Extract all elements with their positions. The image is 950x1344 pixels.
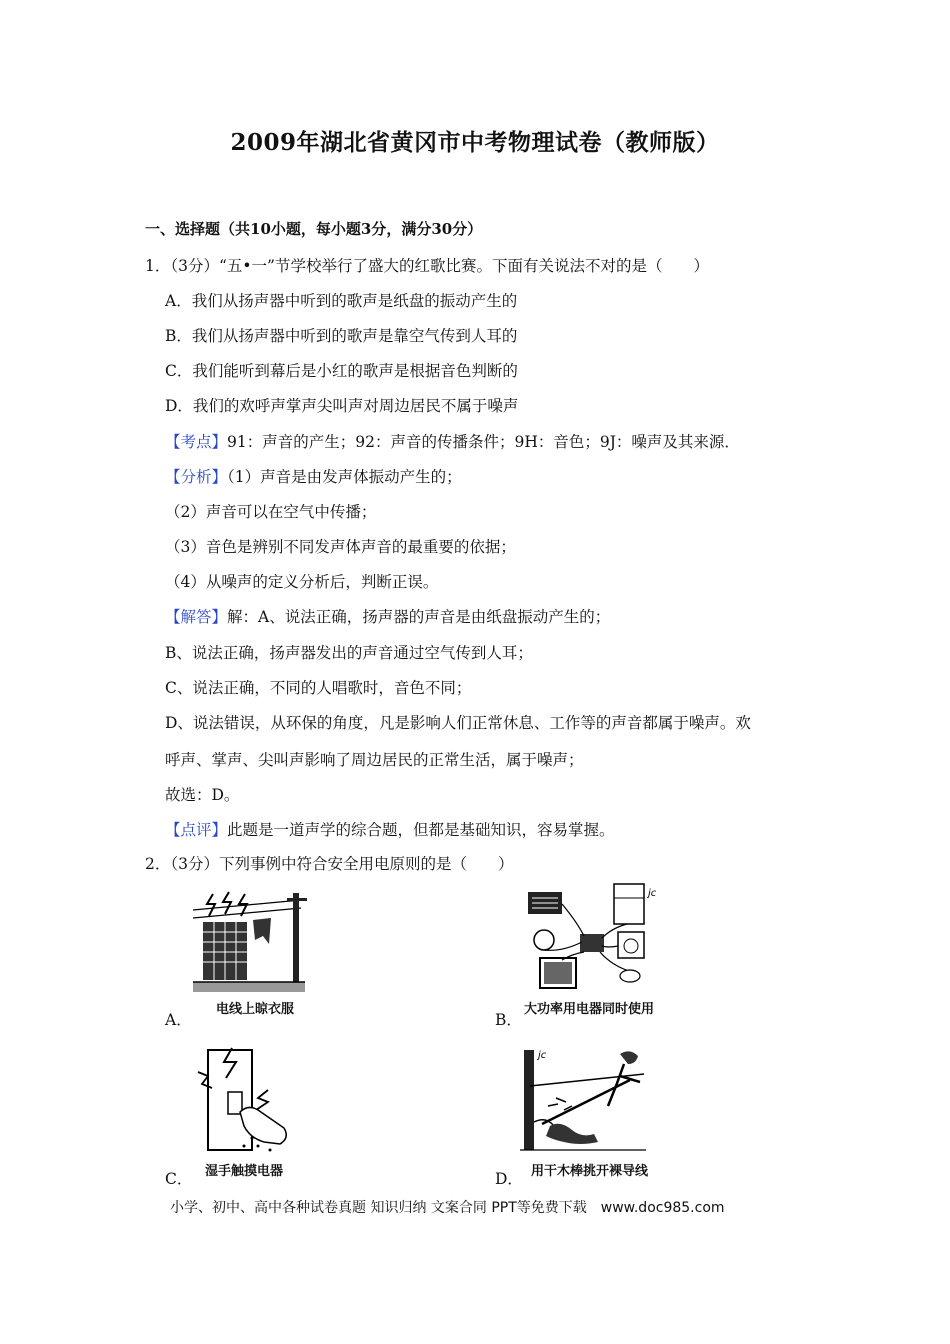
q2-option-c-letter: C． [165, 1170, 193, 1188]
kettle [620, 970, 640, 982]
q1-option-b: B．我们从扬声器中听到的歌声是靠空气传到人耳的 [165, 327, 518, 345]
pole [293, 893, 299, 988]
dianping-tag: 【点评】 [165, 821, 228, 839]
q2-option-b-caption: 大功率用电器同时使用 [524, 1002, 655, 1017]
q1-fenxi [165, 465, 462, 487]
wire [193, 908, 301, 918]
switch-button [228, 1092, 242, 1114]
question-1-stem: 1．（3分）“五•一”节学校举行了盛大的红歌比赛。下面有关说法不对的是（ ） [145, 257, 709, 275]
figure-d-dry-stick-wire [520, 1046, 648, 1158]
figure-d-mark: jc [538, 1050, 547, 1061]
fenxi-line-3: （3）音色是辨别不同发声体声音的最重要的依据； [165, 538, 516, 556]
page-title: 2009年湖北省黄冈市中考物理试卷（教师版） [230, 129, 720, 156]
q2-option-a-caption: 电线上晾衣服 [216, 1002, 295, 1017]
refrigerator [614, 884, 644, 924]
kaodian-tag: 【考点】 [165, 433, 228, 451]
q2-option-b-letter: B． [495, 1011, 522, 1029]
figure-c-wet-hand-switch [194, 1046, 304, 1158]
jieda-line-c: C、说法正确，不同的人唱歌时，音色不同； [165, 679, 472, 697]
figure-b-mark: jc [648, 888, 657, 899]
jieda-answer: 故选：D。 [165, 786, 240, 804]
tv-screen [544, 962, 572, 984]
rescuer-head [620, 1051, 638, 1064]
overhead-wire [530, 1074, 644, 1086]
q1-jieda [165, 605, 610, 627]
q2-option-d-letter: D． [495, 1170, 523, 1188]
page-footer: 小学、初中、高中各种试卷真题 知识归纳 文案合同 PPT等免费下载 www.doc985.com [170, 1200, 725, 1216]
power-strip [580, 934, 604, 952]
hanging-shirt [253, 918, 271, 944]
spark-mark [223, 892, 231, 914]
jieda-text: 解：A、说法正确，扬声器的声音是由纸盘振动产生的； [227, 608, 611, 626]
pole-crossarm [287, 898, 307, 901]
fenxi-tag: 【分析】 [165, 468, 228, 486]
electric-fan [534, 930, 554, 950]
q1-dianping [165, 818, 615, 840]
fenxi-text: （1）声音是由发声体振动产生的； [227, 468, 462, 486]
q2-option-c-caption: 湿手触摸电器 [205, 1164, 284, 1179]
wooden-stick [542, 1080, 630, 1124]
section-heading: 一、选择题（共10小题，每小题3分，满分30分） [145, 220, 483, 238]
q2-option-a-letter: A． [165, 1011, 192, 1029]
jieda-line-b: B、说法正确，扬声器发出的声音通过空气传到人耳； [165, 644, 533, 662]
pole [524, 1050, 534, 1150]
spark-mark [207, 894, 215, 916]
kaodian-text: 91：声音的产生；92：声音的传播条件；9H：音色；9J：噪声及其来源． [227, 433, 740, 451]
rescuer-body [608, 1064, 640, 1106]
figure-b-overloaded-socket [522, 882, 662, 998]
q1-kaodian [165, 430, 740, 452]
victim-on-ground [546, 1124, 598, 1144]
q2-option-d-caption: 用干木棒挑开裸导线 [531, 1164, 649, 1179]
fenxi-line-2: （2）声音可以在空气中传播； [165, 503, 377, 521]
dianping-text: 此题是一道声学的综合题，但都是基础知识，容易掌握。 [227, 821, 615, 839]
figure-a-clothes-on-wire [193, 888, 323, 998]
jieda-tag: 【解答】 [165, 608, 228, 626]
q1-option-a: A．我们从扬声器中听到的歌声是纸盘的振动产生的 [165, 292, 518, 310]
fenxi-line-4: （4）从噪声的定义分析后，判断正误。 [165, 573, 439, 591]
washing-machine-door [624, 939, 638, 953]
spark-mark [256, 1090, 268, 1110]
jieda-line-d: D、说法错误，从环保的角度，凡是影响人们正常休息、工作等的声音都属于噪声。欢 [165, 714, 751, 732]
q1-option-d: D．我们的欢呼声掌声尖叫声对周边居民不属于噪声 [165, 397, 519, 415]
ground [193, 982, 305, 992]
jieda-line-d-cont: 呼声、掌声、尖叫声影响了周边居民的正常生活，属于噪声； [165, 751, 584, 769]
q1-option-c: C．我们能听到幕后是小红的歌声是根据音色判断的 [165, 362, 518, 380]
question-2-stem: 2．（3分）下列事例中符合安全用电原则的是（ ） [145, 855, 514, 873]
spark-mark [548, 1098, 572, 1110]
